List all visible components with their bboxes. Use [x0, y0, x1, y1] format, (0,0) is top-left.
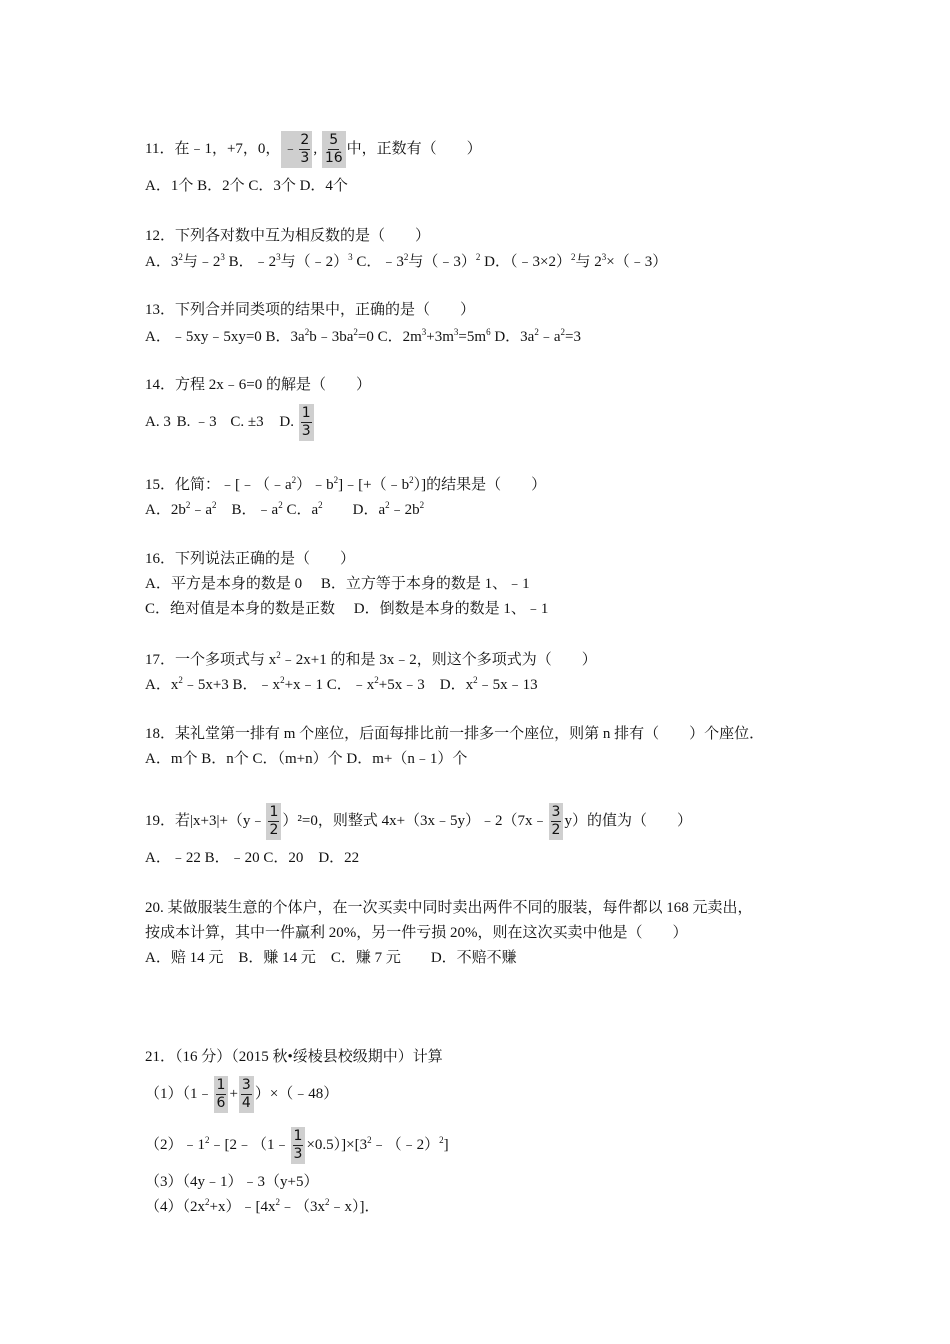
q11-post: 中，正数有（ ）	[346, 141, 482, 157]
q13-stem: 13．下列合并同类项的结果中，正确的是（ ）	[145, 302, 476, 318]
q11-options: A．1个 B．2个 C．3个 D．4个	[145, 178, 348, 194]
fraction-3-4: $\frac{3}{4}$	[239, 1076, 254, 1113]
q11-stem: 11．在﹣1，+7，0， ﹣ $\frac{2}{3}$ , $\frac{5}{16}$ 中，正数有（ ）	[145, 132, 482, 167]
fraction-3-2: $\frac{3}{2}$	[549, 803, 564, 840]
fraction-neg-2-3: ﹣ $\frac{2}{3}$	[281, 131, 312, 168]
fraction-1-2: $\frac{1}{2}$	[266, 803, 281, 840]
q11-pre: 11．在﹣1，+7，0，	[145, 141, 281, 157]
q18-options: A．m个 B．n个 C．（m+n）个 D．m+（n﹣1）个	[145, 751, 468, 767]
q20-line2: 按成本计算，其中一件赢利 20%，另一件亏损 20%，则在这次买卖中他是（ ）	[145, 925, 688, 941]
q21-stem: 21．（16 分）（2015 秋•绥棱县校级期中）计算	[145, 1049, 443, 1065]
q17-options: A．$x^2﹣5x+3$ B．$﹣x^2+x﹣1$ C．$﹣x^2+5x﹣3$ D．$x^2﹣5x﹣13$	[145, 675, 538, 693]
q21-part2: $(2)﹣1^2﹣[2﹣(1﹣$ $\frac{1}{3}$ $\times 0.5)]\times[3^2﹣(﹣2)^2]$	[145, 1128, 449, 1163]
q16-options-1: A．平方是本身的数是 0 B．立方等于本身的数是 1、﹣1	[145, 576, 530, 592]
q19-stem: 19．若|x+3|+（y﹣ $\frac{1}{2}$ ）²=0，则整式 4x+（3x﹣5y）﹣2（7x﹣ $\frac{3}{2}$ y）的值为（ ）	[145, 804, 692, 839]
q14-stem: 14．方程 2x﹣6=0 的解是（ ）	[145, 377, 371, 393]
q19-options: A．﹣22 B．﹣20 C．20 D．22	[145, 850, 360, 866]
fraction-5-16: $\frac{5}{16}$	[322, 131, 346, 168]
q20-options: A．赔 14 元 B．赚 14 元 C．赚 7 元 D．不赔不赚	[145, 950, 517, 966]
q20-line1: 20. 某做服装生意的个体户，在一次买卖中同时卖出两件不同的服装，每件都以 168 元卖出，	[145, 900, 753, 916]
q16-options-2: C．绝对值是本身的数是正数 D．倒数是本身的数是 1、﹣1	[145, 601, 549, 617]
q13-options: A．﹣5xy﹣5xy=0 B．$3a^2b﹣3ba^2=0$ C．$2m^3+3m^3=5m^6$ D．$3a^2﹣a^2=3$	[145, 327, 581, 345]
fraction-1-6: $\frac{1}{6}$	[214, 1076, 229, 1113]
q18-stem: 18．某礼堂第一排有 m 个座位，后面每排比前一排多一个座位，则第 n 排有（ ）个座位．	[145, 726, 765, 742]
q21-part1: （1）（1﹣ $\frac{1}{6}$ + $\frac{3}{4}$ ）×（﹣48）	[145, 1077, 339, 1112]
q17-stem: 17．一个多项式与 $x^2﹣2x+1$ 的和是 3x﹣2，则这个多项式为（ ）	[145, 650, 597, 668]
fraction-1-3-b: $\frac{1}{3}$	[291, 1127, 306, 1164]
q21-part4: $(4)(2x^2+x)﹣[4x^2﹣(3x^2﹣x)]$．	[145, 1197, 380, 1215]
q16-stem: 16．下列说法正确的是（ ）	[145, 551, 356, 567]
q14-options: A. 3 B. ﹣3 C. ±3 D. $\frac{1}{3}$	[145, 402, 315, 442]
q15-stem: 15．化简：$﹣[﹣(﹣a^2)﹣b^2]﹣[+(﹣b^2)]$的结果是（ ）	[145, 475, 547, 493]
q12-stem: 12．下列各对数中互为相反数的是（ ）	[145, 228, 431, 244]
fraction-1-3: $\frac{1}{3}$	[299, 404, 314, 441]
q12-options: A．$3^2$与$﹣2^3$ B．$﹣2^3$与（﹣2）$^3$ C．$﹣3^2$与（﹣3）$^2$ D．（﹣3×2）$^2$与 $2^3\times(﹣3)$	[145, 252, 668, 270]
q15-options: A．$2b^2﹣a^2$ B．$﹣a^2$ C．$a^2$ D．$a^2﹣2b^2$	[145, 500, 425, 518]
q21-part3: （3）（4y﹣1）﹣3（y+5）	[145, 1174, 319, 1190]
